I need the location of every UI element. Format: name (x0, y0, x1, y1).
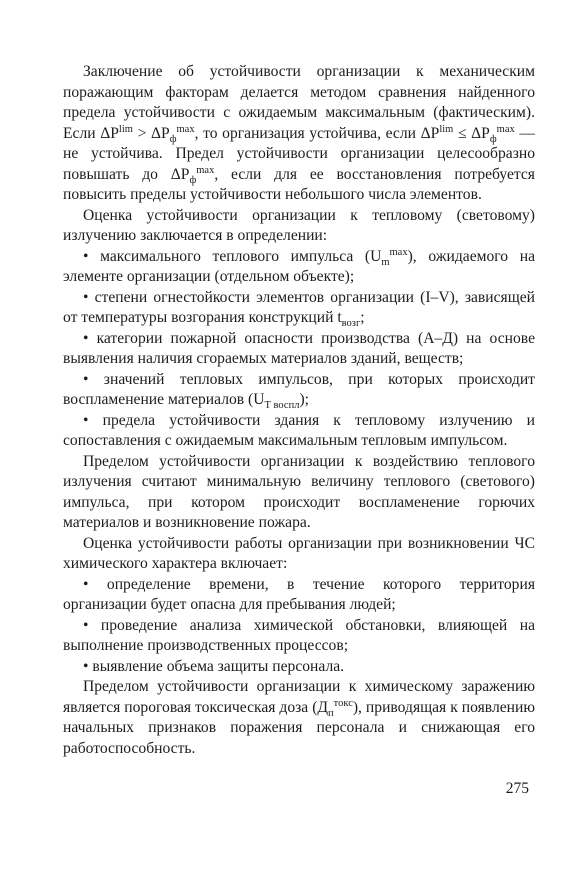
list-item-chemical-analysis: • проведение анализа химической обстановки, влияющей на выполнение производственных процессов; (63, 616, 535, 654)
list-item-fire-category: • категории пожарной опасности производства (А–Д) на основе выявления наличия сгораемых материалов зданий, веществ; (63, 329, 535, 367)
paragraph-chemical-limit: Пределом устойчивости организации к химическому заражению является пороговая токсическая доза $(Д_п^{токс})$, приводящая к появлению начальных признаков поражения персонала и снижающая его работоспособность. (63, 678, 535, 757)
list-item-hazard-time: • определение времени, в течение которого территория организации будет опасна для пребывания людей; (63, 575, 535, 613)
list-item-building-limit: • предела устойчивости здания к тепловому излучению и сопоставления с ожидаемым максимальным тепловым импульсом. (63, 411, 535, 449)
paragraph-mechanical-conclusion: Заключение об устойчивости организации к механическим поражающим факторам делается методом сравнения найденного предела устойчивости с ожидаемым максимальным (фактическим). Если $\Delta P^{lim} > \Delta P_ф^{max}$, то организация устойчива, если $\Delta P^{lim} \le \Delta P_ф^{max}$ — не устойчива. Предел устойчивости организации целесообразно повышать до $\Delta P_ф^{max}$, если для ее восстановления потребуется повысить пределы устойчивости небольшого числа элементов. (63, 63, 535, 203)
list-item-fire-resistance: • степени огнестойкости элементов организации (I–V), зависящей от температуры возгорания конструкций $t_{возг}$; (63, 288, 535, 330)
list-item-ignition-impulse: • значений тепловых импульсов, при которых происходит воспламенение материалов $(U_{Т воспл})$; (63, 370, 535, 412)
list-item-thermal-impulse: • максимального теплового импульса $(U_m^{max})$, ожидаемого на элементе организации (отдельном объекте); (63, 246, 535, 285)
paragraph-chemical-intro: Оценка устойчивости работы организации при возникновении ЧС химического характера включает: (63, 534, 535, 572)
paragraph-thermal-limit: Пределом устойчивости организации к воздействию теплового излучения считают минимальную величину теплового (светового) импульса, при котором происходит воспламенение горючих материалов и возникновение пожара. (63, 452, 535, 531)
page-body (63, 62, 535, 759)
list-item-personnel-protection: • выявление объема защиты персонала. (83, 657, 345, 675)
paragraph-thermal-intro: Оценка устойчивости организации к тепловому (световому) излучению заключается в определении: (63, 206, 535, 244)
page-number: 275 (505, 780, 529, 797)
